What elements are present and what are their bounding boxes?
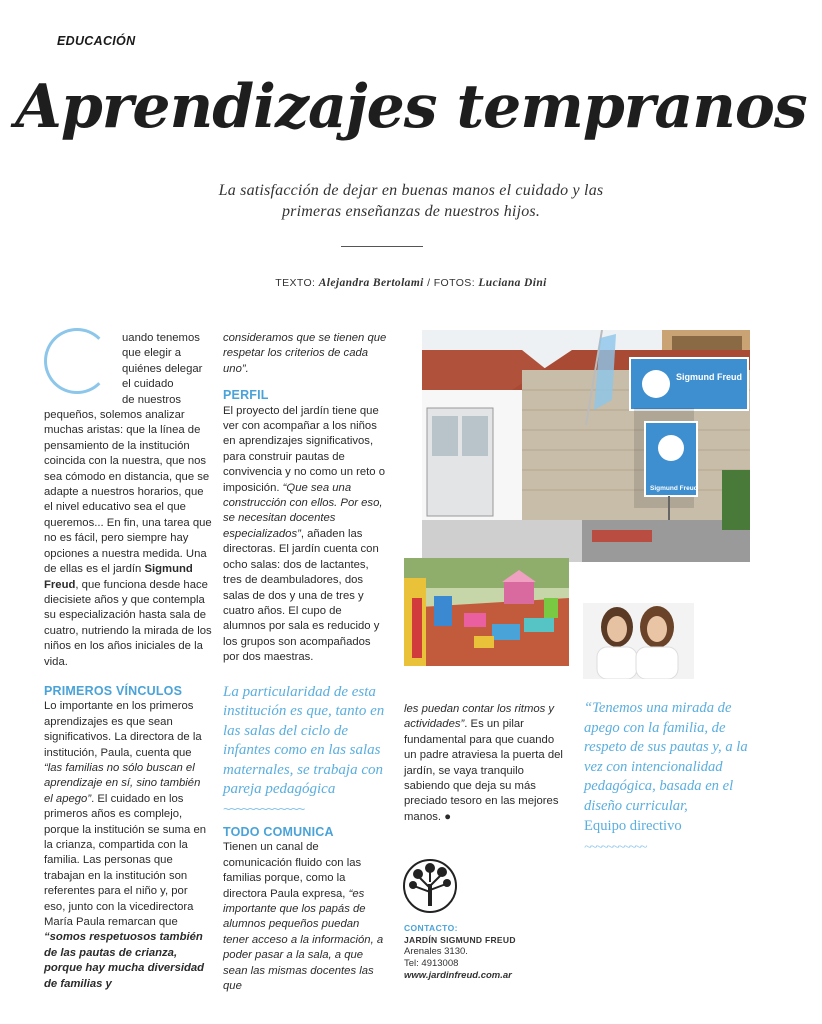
wave-divider: ~~~~~~~~~~~~~ — [223, 800, 304, 817]
director-quote-text: “Tenemos una mirada de apego con la familia, de respeto de sus pautas y, a la vez con intencionalidad pedagógica, basada en el diseño curricular, — [584, 700, 748, 814]
contact-web[interactable]: www.jardinfreud.com.ar — [404, 970, 512, 981]
text-author: Alejandra Bertolami — [318, 277, 424, 289]
contact-tel: Tel: 4913008 — [404, 958, 459, 969]
column-3 — [404, 702, 568, 825]
playground-illustration — [404, 558, 569, 666]
pull-quote: La particularidad de esta institución es que, tanto en las salas del ciclo de infantes como en las salas maternales, se trabaja con pareja pedagógica — [223, 683, 385, 798]
article-title: Aprendizajes tempranos — [15, 72, 807, 142]
paragraph-closing: les puedan contar los ritmos y actividades”. Es un pilar fundamental para que cuando un padre atraviesa la puerta del jardín, se vaya tranquilo sabiendo que deja su más preciado tesoro en las mejores manos. ● — [404, 703, 563, 823]
contact-name: JARDÍN SIGMUND FREUD — [404, 935, 516, 945]
photo-label: / FOTOS: — [427, 277, 476, 289]
paragraph-continuation: consideramos que se tienen que respetar los criterios de cada uno”. — [223, 332, 387, 375]
column-1 — [44, 331, 212, 992]
paragraph-vinculos: Lo importante en los primeros aprendizajes es que sean significativos. La directora de la institución, Paula, cuenta que “las familias no sólo buscan el aprendizaje en sí, sino también el apego”. El cuidado en los primeros años es complejo, porque la institución se suma en la crianza, compartida con la familia. Las personas que trabajan en la institución son referentes para el niño y, por eso, junto con la vicedirectora María Paula remarcan que “somos respetuosos también de las pautas de crianza, porque hay mucha diversidad de familias y — [44, 700, 207, 990]
subtitle-line: primeras enseñanzas de nuestros hijos. — [281, 203, 541, 220]
article-subtitle — [120, 180, 702, 222]
divider — [341, 246, 423, 247]
heading-perfil: PERFIL — [223, 388, 269, 403]
section-tag: EDUCACIÓN — [57, 34, 136, 48]
director-quote-author: Equipo directivo — [584, 817, 682, 834]
intro-line: el cuidado — [122, 378, 174, 391]
contact-label: CONTACTO: — [404, 923, 458, 933]
directors-illustration — [583, 603, 694, 679]
building-photo — [422, 330, 750, 562]
paragraph-perfil: El proyecto del jardín tiene que ver con acompañar a los niños en aprendizajes significativos, para construir pautas de convivencia y no como un reto o imposición. “Que sea una construcción con ellos. Por eso, se necesitan docentes especializados”, añaden las directoras. El jardín cuenta con ocho salas: dos de lactantes, tres de deambuladores, dos salas de dos y una de tres y cuatro años. El cupo de alumnos por sala es reducido y los grupos son acompañados por dos maestras. — [223, 404, 386, 664]
subtitle-line: La satisfacción de dejar en buenas manos el cuidado y las — [218, 182, 604, 199]
building-illustration — [422, 330, 750, 562]
text-label: TEXTO: — [275, 277, 316, 289]
tree-logo — [402, 858, 458, 914]
intro-line: de nuestros — [122, 393, 182, 406]
column-2 — [223, 331, 387, 994]
heading-todo-comunica: TODO COMUNICA — [223, 824, 334, 839]
intro-line: quiénes delegar — [122, 362, 203, 375]
director-quote — [584, 699, 756, 858]
playground-photo — [404, 558, 569, 666]
directors-photo — [583, 603, 694, 679]
heading-primeros-vinculos: PRIMEROS VÍNCULOS — [44, 683, 183, 698]
contact-block — [404, 922, 564, 982]
sign-name: Sigmund Freud — [676, 372, 742, 382]
intro-line: uando tenemos — [122, 332, 200, 344]
credits — [0, 277, 822, 289]
tree-icon — [402, 858, 458, 914]
wave-divider-2: ~~~~~~~~~~~ — [584, 840, 646, 856]
contact-address: Arenales 3130. — [404, 946, 468, 957]
intro-paragraph: pequeños, solemos analizar muchas aristas: que la línea de pensamiento de la institución coincida con la nuestra, que nos sea cómodo en distancia, que se adapte a nuestros horarios, que el nivel educativo sea el que queremos... En fin, una tarea que no es fácil, pero siempre hay opciones a nuestra medida. Una de ellas es el jardín Sigmund Freud, que funciona desde hace diecisiete años y que contempla su especialización hasta sala de cuatro, nutriendo la mirada de los niños en los años iniciales de la vida. — [44, 409, 212, 668]
intro-line: que elegir a — [122, 347, 182, 360]
photo-author: Luciana Dini — [478, 277, 547, 289]
end-mark: ● — [444, 810, 452, 823]
sign-name-small: Sigmund Freud — [650, 485, 698, 492]
paragraph-comunica: Tienen un canal de comunicación fluido con las familias porque, como la directora Paula expresa, “es importante que los papás de alumnos pequeños puedan tener acceso a la información, a poder pasar a la sala, a que sean las mismas docentes las que — [223, 841, 384, 992]
